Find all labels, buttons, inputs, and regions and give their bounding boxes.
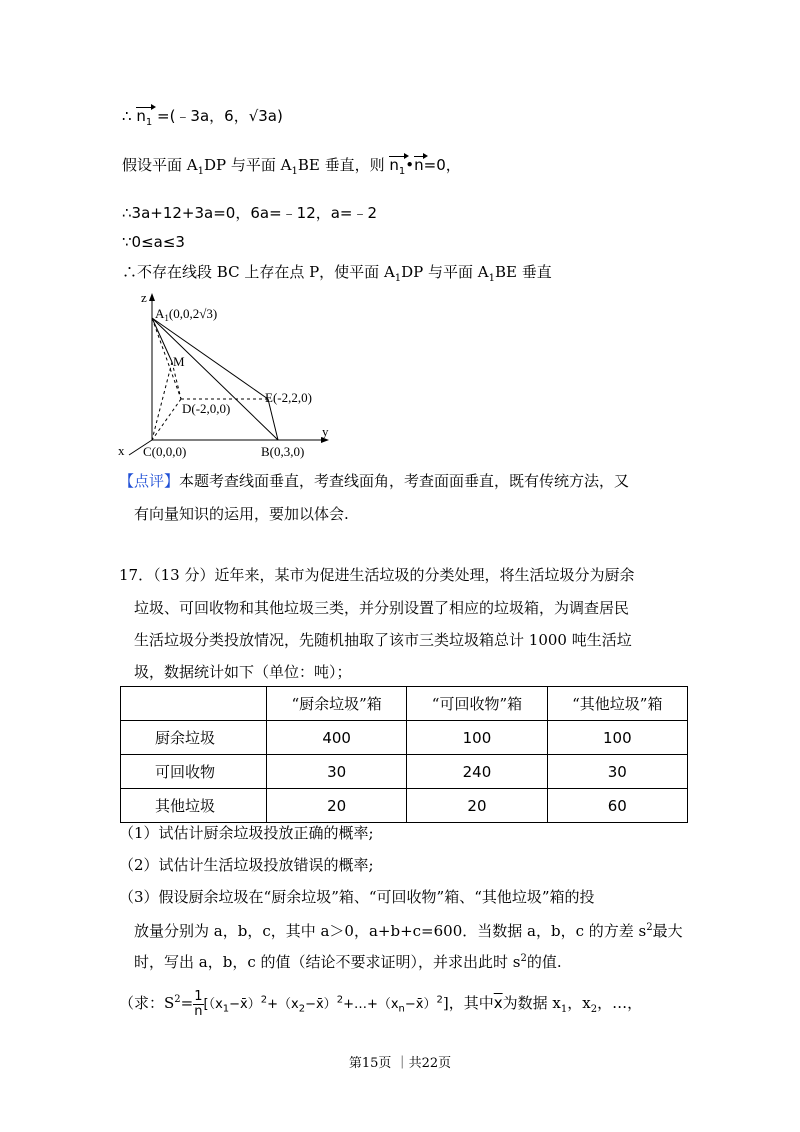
point-E-label: E(-2,2,0) [265,390,312,405]
text: ，x [567,994,591,1012]
text: DP 与平面 A [203,156,292,174]
sub: 1 [222,1003,230,1015]
table-row [121,755,688,789]
waste-data-table [120,686,688,823]
table-header-cell: “可回收物”箱 [407,687,547,721]
question-3-line-1: （3）假设厨余垃圾在“厨余垃圾”箱、“可回收物”箱、“其他垃圾”箱的投 [119,888,595,906]
text: BE 垂直 [495,263,552,281]
sub: 1 [398,166,406,177]
vector-letter: n [389,156,399,174]
frac-num: 1 [194,988,203,1004]
table-header-cell [121,687,267,721]
edge-DC [152,399,181,440]
solution-line-range: ∵0≤a≤3 [122,233,185,251]
table-cell: 400 [266,721,406,755]
problem-17-line-3: 生活垃圾分类投放情况，先随机抽取了该市三类垃圾箱总计 1000 吨生活垃 [134,631,632,649]
text: = [180,994,194,1012]
table-cell: 240 [407,755,547,789]
text: ]，其中 [442,994,494,1012]
x-bar: $\overline{x}$ [493,994,503,1012]
sub: 1 [197,166,204,177]
text: =0， [423,156,461,174]
table-row-label: 其他垃圾 [121,789,267,823]
sup: 2 [336,994,344,1006]
text: BE 垂直，则 [297,156,385,174]
comment-text: 本题考查线面垂直，考查线面角，考查面面垂直，既有传统方法，又 [179,472,630,490]
problem-17-line-4: 圾，数据统计如下（单位：吨）； [134,663,352,681]
A1-sub: 1 [164,313,169,323]
text: −x̄） [404,997,437,1012]
question-1: （1）试估计厨余垃圾投放正确的概率; [119,824,374,842]
vector-n1 [136,106,152,133]
table-cell: 100 [407,721,547,755]
x-axis-label: x [118,443,125,458]
sup: 2 [436,994,443,1006]
sup: 2 [520,953,527,964]
edge-A1B [152,318,278,440]
sub: 1 [291,166,298,177]
fraction-1-over-n [193,990,203,1019]
page-footer: 第15页 ｜共22页 [348,1056,452,1071]
table-cell: 60 [547,789,687,823]
sub: 1 [560,1004,568,1015]
solution-line-normal-vector [122,106,283,133]
point-D-label: D(-2,0,0) [182,401,231,416]
text: 放量分别为 a，b，c，其中 a＞0，a+b+c=600．当数据 a，b，c 的方差 s [134,922,647,940]
formula-body [203,994,443,1015]
text: [（x [203,997,223,1012]
solution-line-equation: ∴3a+12+3a=0，6a=﹣12，a=﹣2 [122,204,378,222]
text: 为数据 x [502,994,561,1012]
sub: 2 [590,1004,598,1015]
dot-operator: • [405,156,415,174]
question-2: （2）试估计生活垃圾投放错误的概率; [119,856,374,874]
table-cell: 20 [407,789,547,823]
comment-line-2: 有向量知识的运用，要加以体会. [134,505,349,523]
vector-n [414,155,424,175]
text: 假设平面 A [122,156,198,174]
sub: n [398,1003,405,1015]
text: 最大 [652,922,683,940]
edge-MC [152,362,172,440]
table-header-cell: “厨余垃圾”箱 [266,687,406,721]
therefore-symbol: ∴ [122,107,132,125]
question-3-line-3 [134,949,562,972]
text: +…+（x [343,997,399,1012]
variance-formula [119,985,642,1025]
solution-line-conclusion [122,262,552,289]
y-axis-label: y [322,424,329,439]
text: −x̄） [229,997,261,1012]
vector-n1-value: =(﹣3a，6，√3a) [157,107,283,125]
text: ，…， [597,994,643,1012]
table-cell: 30 [547,755,687,789]
table-cell: 30 [266,755,406,789]
solution-line-assume [122,155,461,182]
point-C-label: C(0,0,0) [143,444,187,459]
text: ∴不存在线段 BC 上存在点 P，使平面 A [122,263,395,281]
point-A1-label [155,306,217,323]
A1-coord: (0,0,2√3) [168,306,218,321]
sup: 2 [174,994,181,1005]
table-row [121,721,688,755]
sub: 1 [488,273,496,284]
geometry-figure [115,290,340,465]
text: −x̄） [305,997,337,1012]
sub: 2 [298,1003,306,1015]
table-row-label: 可回收物 [121,755,267,789]
z-axis-arrow [149,293,155,301]
A1-letter: A [155,306,165,321]
table-row [121,789,688,823]
point-B-label: B(0,3,0) [261,444,305,459]
comment-tag: 【点评】 [119,472,180,490]
text: +（x [267,997,299,1012]
vector-n1-letter: n [136,107,146,125]
text: 的值. [526,953,562,971]
table-header-cell: “其他垃圾”箱 [547,687,687,721]
edge-A1E [152,318,268,399]
text: （求：S [119,994,175,1012]
text: 时，写出 a，b，c 的值（结论不要求证明），并求出此时 s [134,953,521,971]
sub: 1 [394,273,402,284]
edge-EB [268,399,278,440]
point-M-label: M [173,354,185,369]
sup: 2 [260,994,268,1006]
frac-den: n [194,1003,203,1019]
table-cell: 20 [266,789,406,823]
table-row-label: 厨余垃圾 [121,721,267,755]
question-3-line-2 [134,918,683,941]
table-cell: 100 [547,721,687,755]
sup: 2 [646,922,653,933]
comment-line-1 [119,471,629,491]
vector-n1-sub: 1 [145,117,153,128]
text: DP 与平面 A [401,263,489,281]
vector-n1 [389,155,405,182]
z-axis-label: z [141,290,147,305]
vector-letter: n [414,156,424,174]
problem-17-line-1: 17．（13 分）近年来，某市为促进生活垃圾的分类处理，将生活垃圾分为厨余 [119,566,635,584]
table-header-row [121,687,688,721]
problem-17-line-2: 垃圾、可回收物和其他垃圾三类，并分别设置了相应的垃圾箱，为调查居民 [134,599,630,617]
